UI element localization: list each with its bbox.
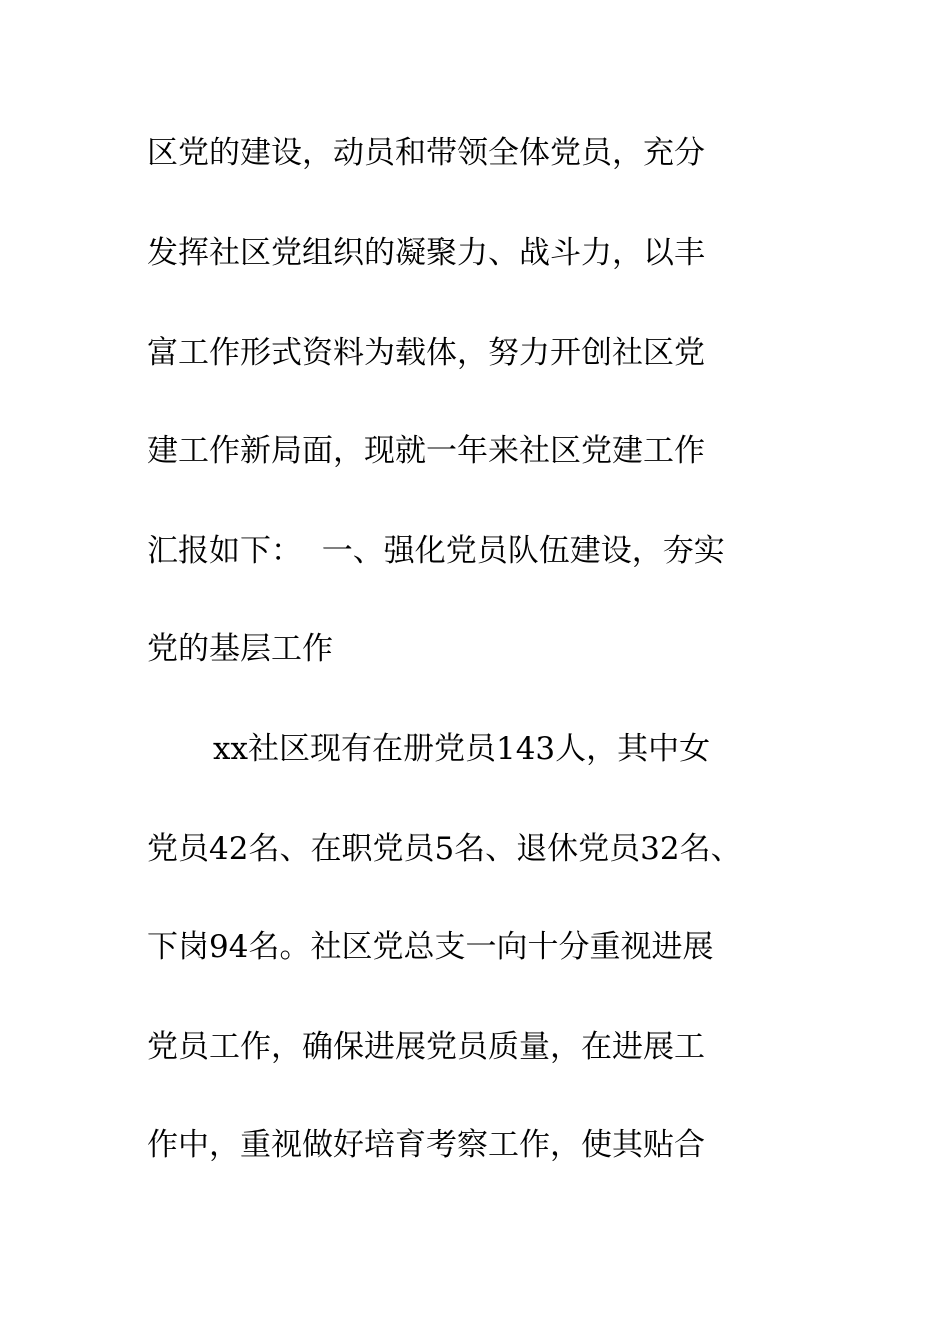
text-line: 富工作形式资料为载体，努力开创社区党 [147,335,705,371]
text-line: 作中，重视做好培育考察工作，使其贴合 [147,1127,705,1163]
section-heading-line: 党的基层工作 [147,631,333,667]
paragraph-first-line: xx社区现有在册党员143人，其中女 [213,731,711,767]
text-line: 建工作新局面，现就一年来社区党建工作 [147,433,705,469]
text-line: 党员工作，确保进展党员质量，在进展工 [147,1029,705,1065]
text-line: 区党的建设，动员和带领全体党员，充分 [147,135,705,171]
text-line: 汇报如下： 一、强化党员队伍建设，夯实 [147,533,725,569]
text-line: 下岗94名。社区党总支一向十分重视进展 [147,929,714,965]
text-line: 党员42名、在职党员5名、退休党员32名、 [147,831,742,867]
text-line: 发挥社区党组织的凝聚力、战斗力，以丰 [147,235,705,271]
